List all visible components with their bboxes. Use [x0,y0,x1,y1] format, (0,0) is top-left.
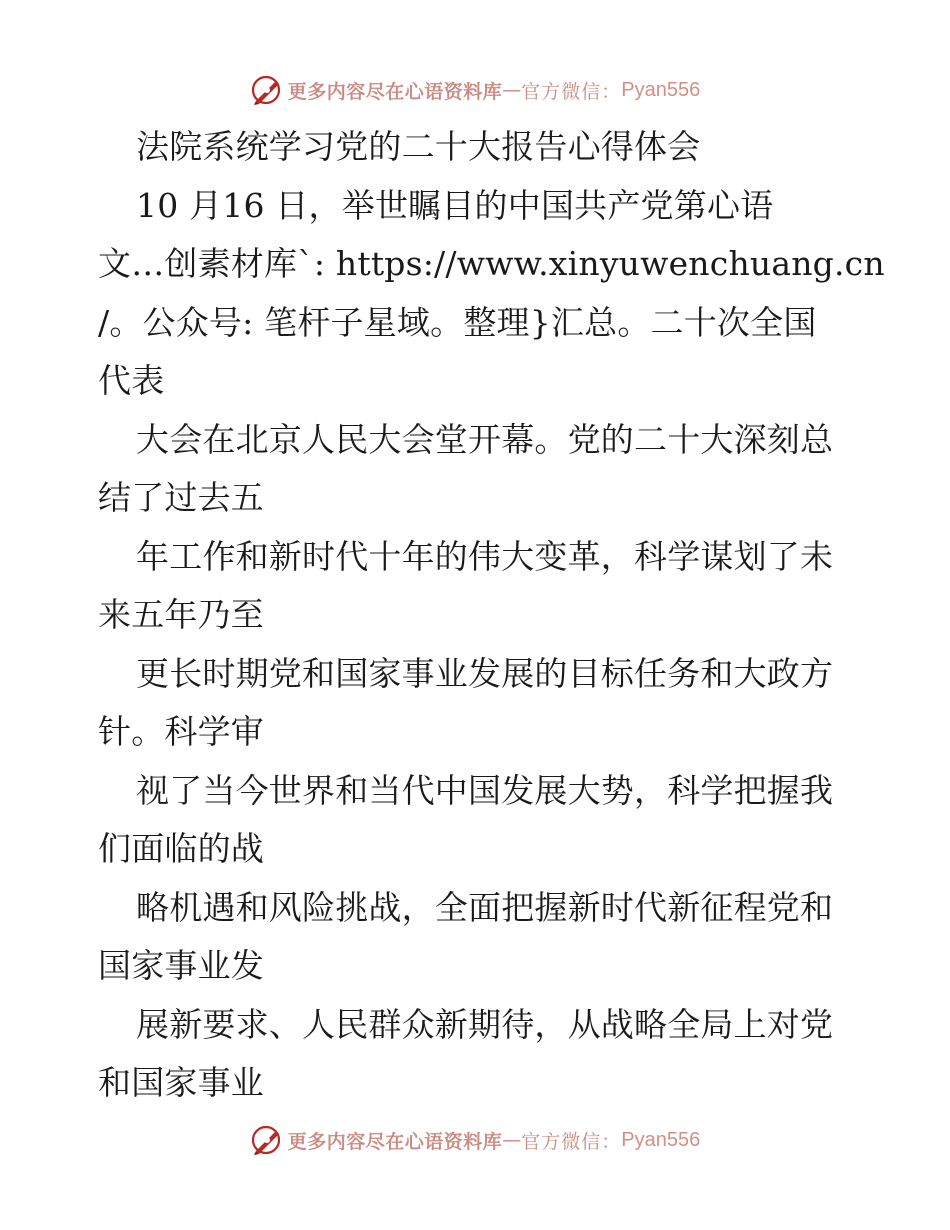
text-line: 大会在北京人民大会堂开幕。党的二十大深刻总 [136,419,834,459]
text-line: 国家事业发 [98,946,264,985]
header-banner [0,70,950,110]
text-line: 10 月16 日，举世瞩目的中国共产党第心语 [136,185,774,225]
pen-logo-icon [250,73,284,107]
text-line: 略机遇和风险挑战，全面把握新时代新征程党和 [136,887,834,927]
banner-main-text: 更多内容尽在心语资料库 [287,80,503,103]
document-body [98,118,885,1113]
document-title: 法院系统学习党的二十大报告心得体会 [136,127,701,166]
banner-separator: — [502,1129,522,1151]
banner-wechat-label: 官方微信： [521,1130,622,1153]
text-line: 结了过去五 [98,478,264,517]
banner-wechat-id: Pyan556 [621,78,701,101]
text-line: 们面临的战 [98,829,264,868]
text-line: 来五年乃至 [98,595,264,634]
banner-wechat-label: 官方微信： [521,80,622,103]
banner-main-text: 更多内容尽在心语资料库 [287,1130,503,1153]
banner-separator: — [502,79,522,101]
text-line: /。公众号: 笔杆子星域。整理}汇总。二十次全国 [98,302,817,342]
text-line: 更长时期党和国家事业发展的目标任务和大政方 [136,653,834,693]
text-line: 和国家事业 [98,1063,264,1102]
text-line: 文…创素材库`: https://www.xinyuwenchuang.cn [98,244,885,283]
banner-wechat-id: Pyan556 [621,1128,701,1151]
pen-logo-icon [250,1123,284,1157]
text-line: 针。科学审 [98,712,264,751]
footer-banner [0,1120,950,1160]
text-line: 展新要求、人民群众新期待，从战略全局上对党 [136,1004,834,1044]
text-line: 年工作和新时代十年的伟大变革，科学谋划了未 [136,536,834,576]
text-line: 视了当今世界和当代中国发展大势，科学把握我 [136,770,834,810]
text-line: 代表 [98,361,165,400]
